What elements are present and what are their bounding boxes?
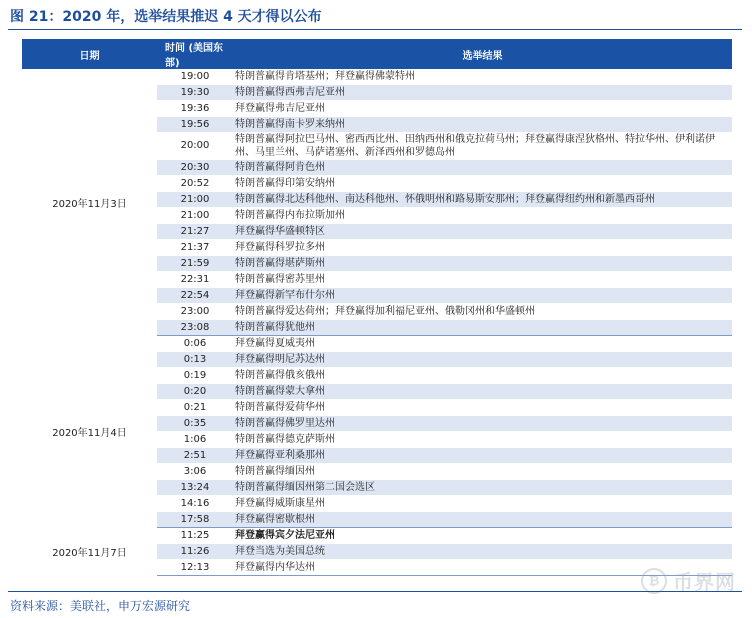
date-cell: 2020年11月7日	[22, 528, 157, 576]
result-cell: 拜登赢得夏威夷州	[233, 336, 732, 352]
time-cell: 14:16	[157, 496, 233, 512]
time-cell: 19:00	[157, 69, 233, 85]
result-cell: 特朗普赢得密苏里州	[233, 272, 732, 288]
result-cell: 拜登赢得威斯康星州	[233, 496, 732, 512]
time-cell: 1:06	[157, 432, 233, 448]
result-cell: 特朗普赢得阿肯色州	[233, 160, 732, 176]
result-cell: 特朗普赢得北达科他州、南达科他州、怀俄明州和路易斯安那州；拜登赢得纽约州和新墨西哥州	[233, 192, 732, 208]
result-cell: 拜登赢得明尼苏达州	[233, 352, 732, 368]
time-cell: 0:35	[157, 416, 233, 432]
figure-title: 图 21：2020 年，选举结果推迟 4 天才得以公布	[10, 9, 322, 25]
time-cell: 11:26	[157, 544, 233, 560]
time-cell: 20:30	[157, 160, 233, 176]
time-cell: 23:08	[157, 320, 233, 336]
result-cell: 拜登赢得新罕布什尔州	[233, 288, 732, 304]
header-time: 时间 (美国东部)	[157, 39, 233, 69]
table-row	[22, 528, 732, 544]
result-cell: 拜登赢得密歇根州	[233, 512, 732, 528]
source-note: 资料来源：美联社，申万宏源研究	[10, 599, 191, 613]
result-cell: 拜登当选为美国总统	[233, 544, 732, 560]
time-cell: 0:20	[157, 384, 233, 400]
time-cell: 0:13	[157, 352, 233, 368]
time-cell: 21:00	[157, 192, 233, 208]
result-cell: 拜登赢得科罗拉多州	[233, 240, 732, 256]
result-cell: 拜登赢得弗吉尼亚州	[233, 101, 732, 117]
result-cell: 特朗普赢得爱荷华州	[233, 400, 732, 416]
time-cell: 21:27	[157, 224, 233, 240]
footer-divider	[8, 591, 742, 592]
time-cell: 19:30	[157, 85, 233, 101]
result-cell: 特朗普赢得犹他州	[233, 320, 732, 336]
result-cell: 特朗普赢得阿拉巴马州、密西西比州、田纳西州和俄克拉荷马州；拜登赢得康涅狄格州、特拉华州、伊利诺伊州、马里兰州、马萨诸塞州、新泽西州和罗德岛州	[233, 133, 732, 160]
result-cell: 特朗普赢得肯塔基州；拜登赢得佛蒙特州	[233, 69, 732, 85]
time-cell: 3:06	[157, 464, 233, 480]
time-cell: 21:00	[157, 208, 233, 224]
bitcoin-coin-icon: ₿	[641, 568, 667, 594]
table-body	[22, 69, 732, 576]
header-result: 选举结果	[233, 39, 732, 69]
result-cell: 特朗普赢得缅因州	[233, 464, 732, 480]
result-cell: 特朗普赢得德克萨斯州	[233, 432, 732, 448]
table-row	[22, 69, 732, 85]
date-cell: 2020年11月4日	[22, 336, 157, 528]
time-cell: 20:00	[157, 133, 233, 160]
table-header-row	[22, 39, 732, 69]
election-results-table	[22, 39, 732, 576]
result-cell: 特朗普赢得印第安纳州	[233, 176, 732, 192]
result-cell: 特朗普赢得内布拉斯加州	[233, 208, 732, 224]
time-cell: 2:51	[157, 448, 233, 464]
time-cell: 21:59	[157, 256, 233, 272]
result-cell: 拜登赢得内华达州	[233, 560, 732, 576]
result-cell: 特朗普赢得佛罗里达州	[233, 416, 732, 432]
watermark-text: 币界网	[673, 570, 736, 594]
result-cell: 特朗普赢得堪萨斯州	[233, 256, 732, 272]
result-cell: 特朗普赢得爱达荷州；拜登赢得加利福尼亚州、俄勒冈州和华盛顿州	[233, 304, 732, 320]
time-cell: 20:52	[157, 176, 233, 192]
result-cell: 拜登赢得宾夕法尼亚州	[233, 528, 732, 544]
time-cell: 0:19	[157, 368, 233, 384]
result-cell: 特朗普赢得蒙大拿州	[233, 384, 732, 400]
title-divider	[8, 29, 742, 30]
time-cell: 13:24	[157, 480, 233, 496]
time-cell: 21:37	[157, 240, 233, 256]
time-cell: 0:21	[157, 400, 233, 416]
result-cell: 特朗普赢得南卡罗来纳州	[233, 117, 732, 133]
time-cell: 0:06	[157, 336, 233, 352]
result-cell: 特朗普赢得缅因州第二国会选区	[233, 480, 732, 496]
time-cell: 11:25	[157, 528, 233, 544]
time-cell: 12:13	[157, 560, 233, 576]
time-cell: 17:58	[157, 512, 233, 528]
header-date: 日期	[22, 39, 157, 69]
time-cell: 19:36	[157, 101, 233, 117]
result-cell: 拜登赢得亚利桑那州	[233, 448, 732, 464]
time-cell: 22:31	[157, 272, 233, 288]
result-cell: 特朗普赢得俄亥俄州	[233, 368, 732, 384]
time-cell: 19:56	[157, 117, 233, 133]
result-cell: 拜登赢得华盛顿特区	[233, 224, 732, 240]
result-cell: 特朗普赢得西弗吉尼亚州	[233, 85, 732, 101]
date-cell: 2020年11月3日	[22, 69, 157, 336]
time-cell: 23:00	[157, 304, 233, 320]
time-cell: 22:54	[157, 288, 233, 304]
table-row	[22, 336, 732, 352]
